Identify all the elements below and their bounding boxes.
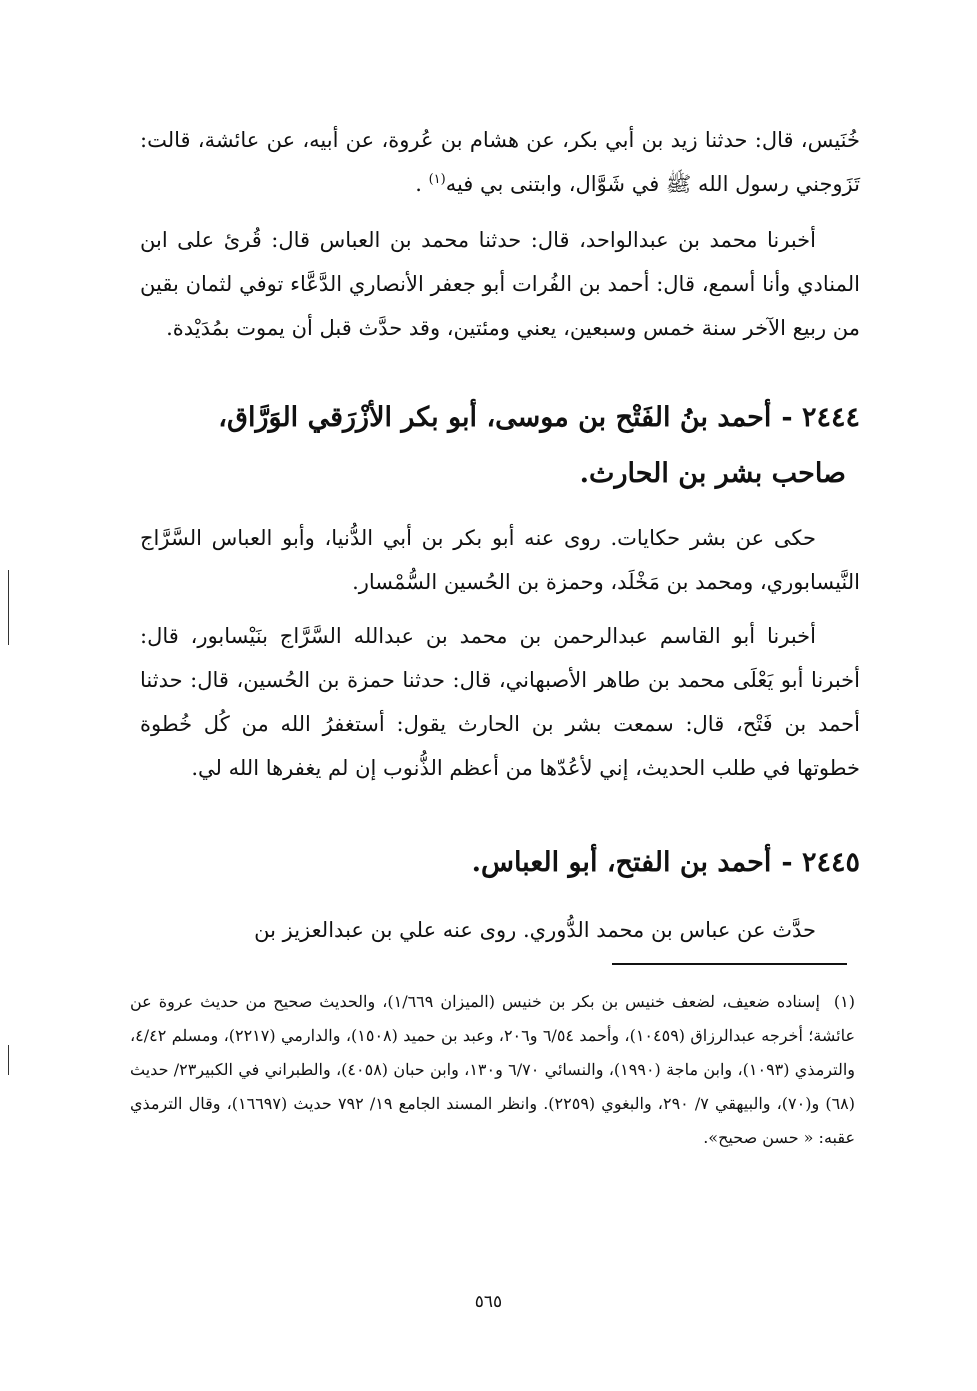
paragraph: أخبرنا أبو القاسم عبدالرحمن بن محمد بن عبدالله السَّرَّاج بنَيْسابور، قال: أخبرنا أبو يَعْلَى محمد بن طاهر الأصبهاني، قال: حدثنا حمزة بن الحُسين، قال: حدثنا أحمد بن فَتْح، قال: سمعت بشر بن الحارث يقول: أستغفرُ الله من كُل خُطوة خطوتها في طلب الحديث، إني لأعُدّها من أعظم الذُّنوب إن لم يغفرها الله لي. [140,624,860,780]
footnote-marker: (١) [428,172,446,187]
paragraph: حكى عن بشر حكايات. روى عنه أبو بكر بن أبي الدُّنيا، وأبو العباس السَّرَّاج النَّيسابوري، ومحمد بن مَخْلَد، وحمزة بن الحُسين السُّمْسار. [140,526,860,594]
paragraph [140,118,860,206]
entry-title-continuation: صاحب بشر بن الحارث. [579,458,846,489]
entry-heading-2445 [140,835,860,891]
scan-margin-line [8,570,9,645]
text-block-3 [140,908,860,952]
footnote-text: إسناده ضعيف، لضعف خنيس بن بكر بن خنيس (الميزان ١/٦٦٩)، والحديث صحيح من حديث عروة عن عائشة؛ أخرجه عبدالرزاق (١٠٤٥٩)، وأحمد ٦/٥٤ و٢٠٦، وعبد بن حميد (١٥٠٨)، والدارمي (٢٢١٧)، ومسلم ٤/٤٢، والترمذي (١٠٩٣)، وابن ماجة (١٩٩٠)، والنسائي ٦/٧٠ و١٣٠، وابن حبان (٤٠٥٨)، والطبراني في الكبير٢٣/ حديث (٦٨) و(٧٠)، والبيهقي ٧/ ٢٩٠، والبغوي (٢٢٥٩). وانظر المسند الجامع ١٩/ ٧٩٢ حديث (١٦٦٩٧)، وقال الترمذي عقبه: « حسن صحيح». [130,992,856,1147]
footnote-number: (١) [833,992,855,1011]
entry-title: أحمد بنُ الفَتْح بن موسى، أبو بكر الأزْرَقي الوَرَّاق، [218,402,772,433]
text-block-2 [140,516,860,790]
footnote [130,985,855,1155]
paragraph-text: خُنَيس، قال: حدثنا زيد بن أبي بكر، عن هشام بن عُروة، عن أبيه، عن عائشة، قالت: تَزَوجني رسول الله ﷺ في شَوَّال، وابتنى بي فيه [140,128,860,196]
page-number: ٥٦٥ [474,1292,503,1312]
paragraph: أخبرنا محمد بن عبدالواحد، قال: حدثنا محمد بن العباس قال: قُرئ على ابن المنادي وأنا أسمع، قال: أحمد بن الفُرات أبو جعفر الأنصاري الدَّعَّاء توفي لثمان بقين من ربيع الآخر سنة خمس وسبعين، يعني ومئتين، وقد حدَّث قبل أن يموت بمُدَيْدة. [140,228,860,340]
entry-number: ٢٤٤٤ - [781,402,860,433]
text-block-1 [140,118,860,350]
paragraph-end: . [415,172,429,196]
entry-number: ٢٤٤٥ - [781,847,860,878]
scan-margin-line [8,1045,9,1075]
paragraph: حدَّث عن عباس بن محمد الدُّوري. روى عنه علي بن عبدالعزيز بن [254,918,816,942]
entry-heading-2444 [140,390,860,502]
entry-title: أحمد بن الفتح، أبو العباس. [471,847,772,878]
footnote-separator [612,963,847,965]
